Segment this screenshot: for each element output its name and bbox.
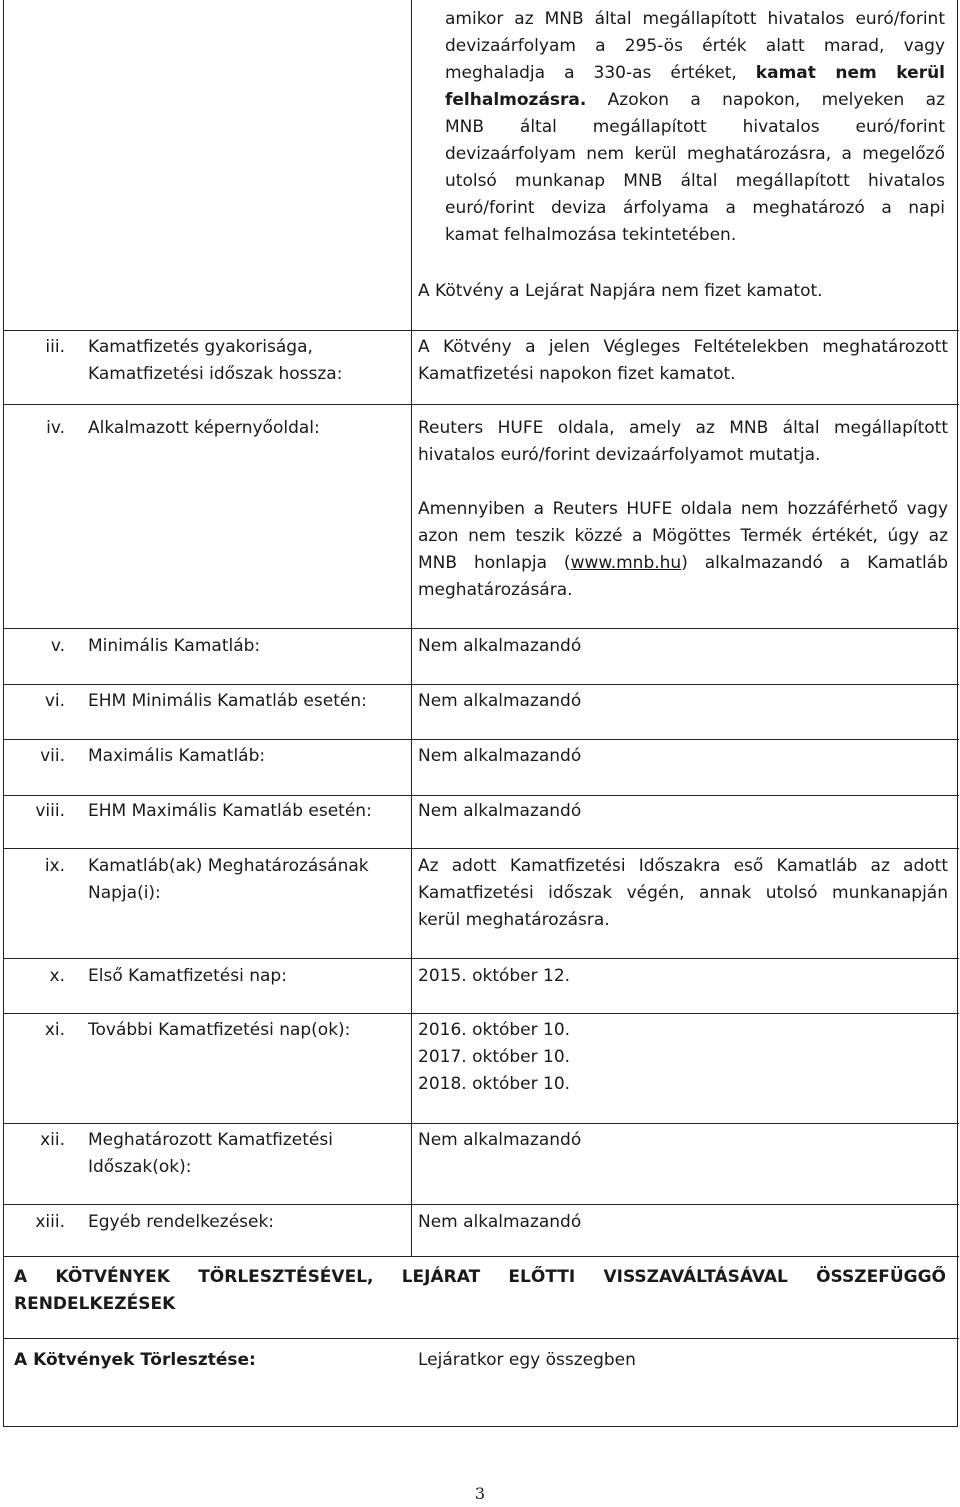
row-divider — [4, 1204, 959, 1205]
row-number: vi. — [44, 691, 65, 711]
row-number: xi. — [44, 1020, 65, 1040]
row-number: xii. — [40, 1130, 65, 1150]
row-divider — [4, 848, 959, 849]
row-number: ix. — [44, 856, 65, 876]
row-number: iii. — [45, 337, 65, 357]
row-value: A Kötvény a jelen Végleges Feltételekben meghatározott Kamatfizetési napokon fizet kamatot. — [418, 337, 948, 384]
page-number: 3 — [474, 1484, 486, 1503]
paragraph-line — [445, 87, 945, 114]
paragraph-line-text: meghaladja a 330-as értéket, — [445, 63, 737, 83]
row-label: Kamatfizetés gyakorisága, Kamatfizetési időszak hossza: — [88, 337, 343, 384]
row-number: xiii. — [35, 1212, 65, 1232]
payment-date: 2016. október 10. — [418, 1020, 571, 1040]
row-label: További Kamatfizetési nap(ok): — [88, 1020, 351, 1040]
row-number: viii. — [35, 801, 65, 821]
bold-phrase: kamat nem kerül — [755, 63, 946, 83]
row-label: Kamatláb(ak) Meghatározásának Napja(i): — [88, 856, 369, 903]
section-heading: A KÖTVÉNYEK TÖRLESZTÉSÉVEL, LEJÁRAT ELŐTTI VISSZAVÁLTÁSÁVAL ÖSSZEFÜGGŐ RENDELKEZÉSEK — [14, 1267, 946, 1314]
row-label: EHM Minimális Kamatláb esetén: — [88, 691, 367, 711]
row-label: Első Kamatfizetési nap: — [88, 966, 287, 986]
row-value: Nem alkalmazandó — [418, 636, 582, 656]
paragraph-line: devizaárfolyam a 295-ös érték alatt marad, vagy — [445, 36, 945, 56]
extra-text: Amennyiben a Reuters HUFE oldala nem hozzáférhető vagy azon nem teszik közzé a Mögöttes Termék értékét, úgy az MNB honlapja ( — [418, 499, 948, 573]
row-number: x. — [49, 966, 65, 986]
row-value: 2015. október 12. — [418, 966, 571, 986]
paragraph-line: kamat felhalmozása tekintetében. — [445, 225, 737, 245]
row-divider — [4, 404, 959, 405]
row-divider — [4, 739, 959, 740]
row-value-extra — [418, 496, 948, 604]
row-divider — [4, 330, 959, 331]
paragraph-line — [445, 60, 945, 87]
paragraph-line-text: Azokon a napokon, melyeken az — [586, 90, 945, 110]
paragraph-line: amikor az MNB által megállapított hivatalos euró/forint — [445, 9, 945, 29]
payment-date: 2018. október 10. — [418, 1074, 571, 1094]
row-divider — [4, 1123, 959, 1124]
row-value: Nem alkalmazandó — [418, 1130, 582, 1150]
row-divider — [4, 684, 959, 685]
row-value: Nem alkalmazandó — [418, 801, 582, 821]
extra-text: ) alkalmazandó a Kamatláb meghatározására. — [418, 553, 948, 600]
row-divider — [4, 1256, 959, 1257]
row-number: v. — [50, 636, 65, 656]
row-divider — [4, 795, 959, 796]
row-label: Alkalmazott képernyőoldal: — [88, 418, 320, 438]
row-divider — [4, 628, 959, 629]
repayment-value: Lejáratkor egy összegben — [418, 1350, 636, 1370]
row-label: Egyéb rendelkezések: — [88, 1212, 275, 1232]
row-value: Nem alkalmazandó — [418, 1212, 582, 1232]
row-label: Meghatározott Kamatfizetési Időszak(ok): — [88, 1130, 333, 1177]
row-divider — [4, 1338, 959, 1339]
row-divider — [4, 1013, 959, 1014]
paragraph-line: euró/forint deviza árfolyama a meghatározó a napi — [445, 198, 945, 218]
payment-date: 2017. október 10. — [418, 1047, 571, 1067]
row-value: Nem alkalmazandó — [418, 691, 582, 711]
paragraph-line: devizaárfolyam nem kerül meghatározásra, a megelőző — [445, 144, 945, 164]
bold-phrase: felhalmozásra. — [445, 90, 587, 110]
row-value: Reuters HUFE oldala, amely az MNB által megállapított hivatalos euró/forint devizaárfolyamot mutatja. — [418, 418, 948, 465]
row-label: Maximális Kamatláb: — [88, 746, 266, 766]
row-value: Nem alkalmazandó — [418, 746, 582, 766]
no-interest-note: A Kötvény a Lejárat Napjára nem fizet kamatot. — [418, 281, 823, 301]
row-value: Az adott Kamatfizetési Időszakra eső Kamatláb az adott Kamatfizetési időszak végén, annak utolsó munkanapján kerül meghatározásra. — [418, 856, 948, 930]
repayment-label: A Kötvények Törlesztése: — [14, 1350, 256, 1370]
paragraph-line: MNB által megállapított hivatalos euró/forint — [445, 117, 945, 137]
row-number: iv. — [46, 418, 65, 438]
mnb-website-link[interactable]: www.mnb.hu — [570, 553, 682, 573]
paragraph-line: utolsó munkanap MNB által megállapított hivatalos — [445, 171, 945, 191]
row-label: Minimális Kamatláb: — [88, 636, 261, 656]
row-number: vii. — [40, 746, 65, 766]
row-divider — [4, 958, 959, 959]
row-label: EHM Maximális Kamatláb esetén: — [88, 801, 372, 821]
